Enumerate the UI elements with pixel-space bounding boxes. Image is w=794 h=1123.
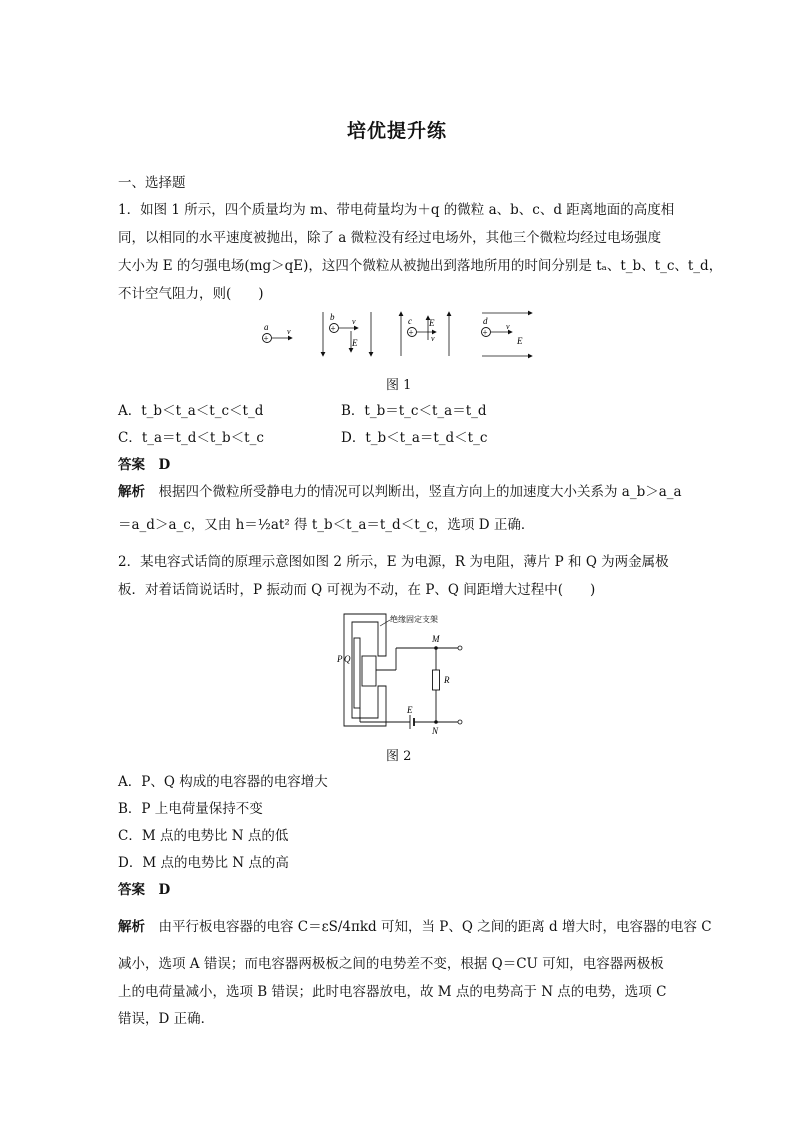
plate-P <box>354 638 360 708</box>
svg-text:+: + <box>482 327 488 338</box>
label-a: a <box>264 322 269 332</box>
q2-analysis-line-3: 上的电荷量减小，选项 B 错误；此时电容器放电，故 M 点的电势高于 N 点的电势，选项 C <box>118 984 667 1000</box>
q1-option-b: B．t_b＝t_c＜t_a＝t_d <box>341 403 487 419</box>
label-E: E <box>352 338 358 348</box>
q1-answer: 答案 D <box>118 457 171 473</box>
q1-text-line-4: 不计空气阻力，则( ) <box>118 286 264 302</box>
svg-text:v: v <box>352 317 356 326</box>
q2-option-a: A．P、Q 构成的电容器的电容增大 <box>118 774 328 790</box>
label-v: v <box>287 327 291 336</box>
analysis-label: 解析 <box>118 484 145 500</box>
svg-text:E: E <box>517 336 523 346</box>
q2-analysis-line-1: 解析 由平行板电容器的电容 C＝εS/4πkd 可知，当 P、Q 之间的距离 d 增大时，电容器的电容 C <box>118 919 712 935</box>
q1-analysis-line-2: ＝a_d＞a_c，又由 h＝½at² 得 t_b＜t_a＝t_d＜t_c，选项 D 正确． <box>118 517 535 533</box>
q1-option-d: D．t_b＜t_a＝t_d＜t_c <box>341 430 488 446</box>
q1-text-line-3: 大小为 E 的匀强电场(mg＞qE)，这四个微粒从被抛出到落地所用的时间分别是 tₐ、t_b、t_c、t_d， <box>118 258 723 274</box>
analysis-label: 解析 <box>118 919 145 935</box>
support-label: 绝缘固定支架 <box>390 615 438 624</box>
q2-text-line-1: 2．某电容式话筒的原理示意图如图 2 所示，E 为电源，R 为电阻，薄片 P 和 Q 为两金属极 <box>118 554 669 570</box>
section-heading: 一、选择题 <box>118 175 186 191</box>
q1-option-a: A．t_b＜t_a＜t_c＜t_d <box>118 403 264 419</box>
page-title: 培优提升练 <box>346 120 447 142</box>
q2-analysis-line-4: 错误，D 正确． <box>118 1011 215 1027</box>
svg-text:v: v <box>506 322 510 331</box>
q2-text-line-2: 板．对着话筒说话时，P 振动而 Q 可视为不动，在 P、Q 间距增大过程中( ) <box>118 582 596 598</box>
q1-analysis-line-1: 解析 根据四个微粒所受静电力的情况可以判断出，竖直方向上的加速度大小关系为 a_b＞a_a <box>118 484 682 500</box>
particle-b <box>323 312 371 356</box>
svg-text:E: E <box>429 318 435 328</box>
figure-1-caption: 图 1 <box>386 378 412 393</box>
label-d: d <box>483 316 488 326</box>
q1-text-line-1: 1．如图 1 所示，四个质量均为 m、带电荷量均为＋q 的微粒 a、b、c、d 距离地面的高度相 <box>118 202 675 218</box>
plate-Q <box>362 656 376 686</box>
label-b: b <box>330 312 335 322</box>
plus-sign: + <box>263 333 269 344</box>
resistor-R <box>433 670 440 690</box>
label-E2: E <box>407 705 413 715</box>
svg-text:+: + <box>330 323 336 334</box>
label-c: c <box>408 316 412 326</box>
q1-option-c: C．t_a＝t_d＜t_b＜t_c <box>118 430 264 446</box>
q2-answer: 答案 D <box>118 882 171 898</box>
label-N: N <box>432 726 439 736</box>
particle-d <box>482 313 533 356</box>
label-M: M <box>432 634 440 644</box>
q2-option-c: C．M 点的电势比 N 点的低 <box>118 828 289 844</box>
svg-text:v: v <box>431 334 435 343</box>
q2-option-d: D．M 点的电势比 N 点的高 <box>118 855 289 871</box>
q2-analysis-line-2: 减小，选项 A 错误；而电容器两极板之间的电势差不变，根据 Q＝CU 可知，电容器两极板 <box>118 956 664 972</box>
label-R: R <box>444 675 450 685</box>
particle-c <box>401 312 449 356</box>
label-Q: Q <box>344 654 351 664</box>
figure-1-diagram <box>250 308 550 362</box>
particle-a <box>263 322 293 344</box>
figure-2-caption: 图 2 <box>386 749 412 764</box>
q2-option-b: B．P 上电荷量保持不变 <box>118 801 263 817</box>
q1-text-line-2: 同，以相同的水平速度被抛出，除了 a 微粒没有经过电场外，其他三个微粒均经过电场强度 <box>118 230 662 246</box>
svg-text:+: + <box>408 327 414 338</box>
label-P: P <box>337 654 343 664</box>
figure-2-diagram <box>330 608 470 736</box>
